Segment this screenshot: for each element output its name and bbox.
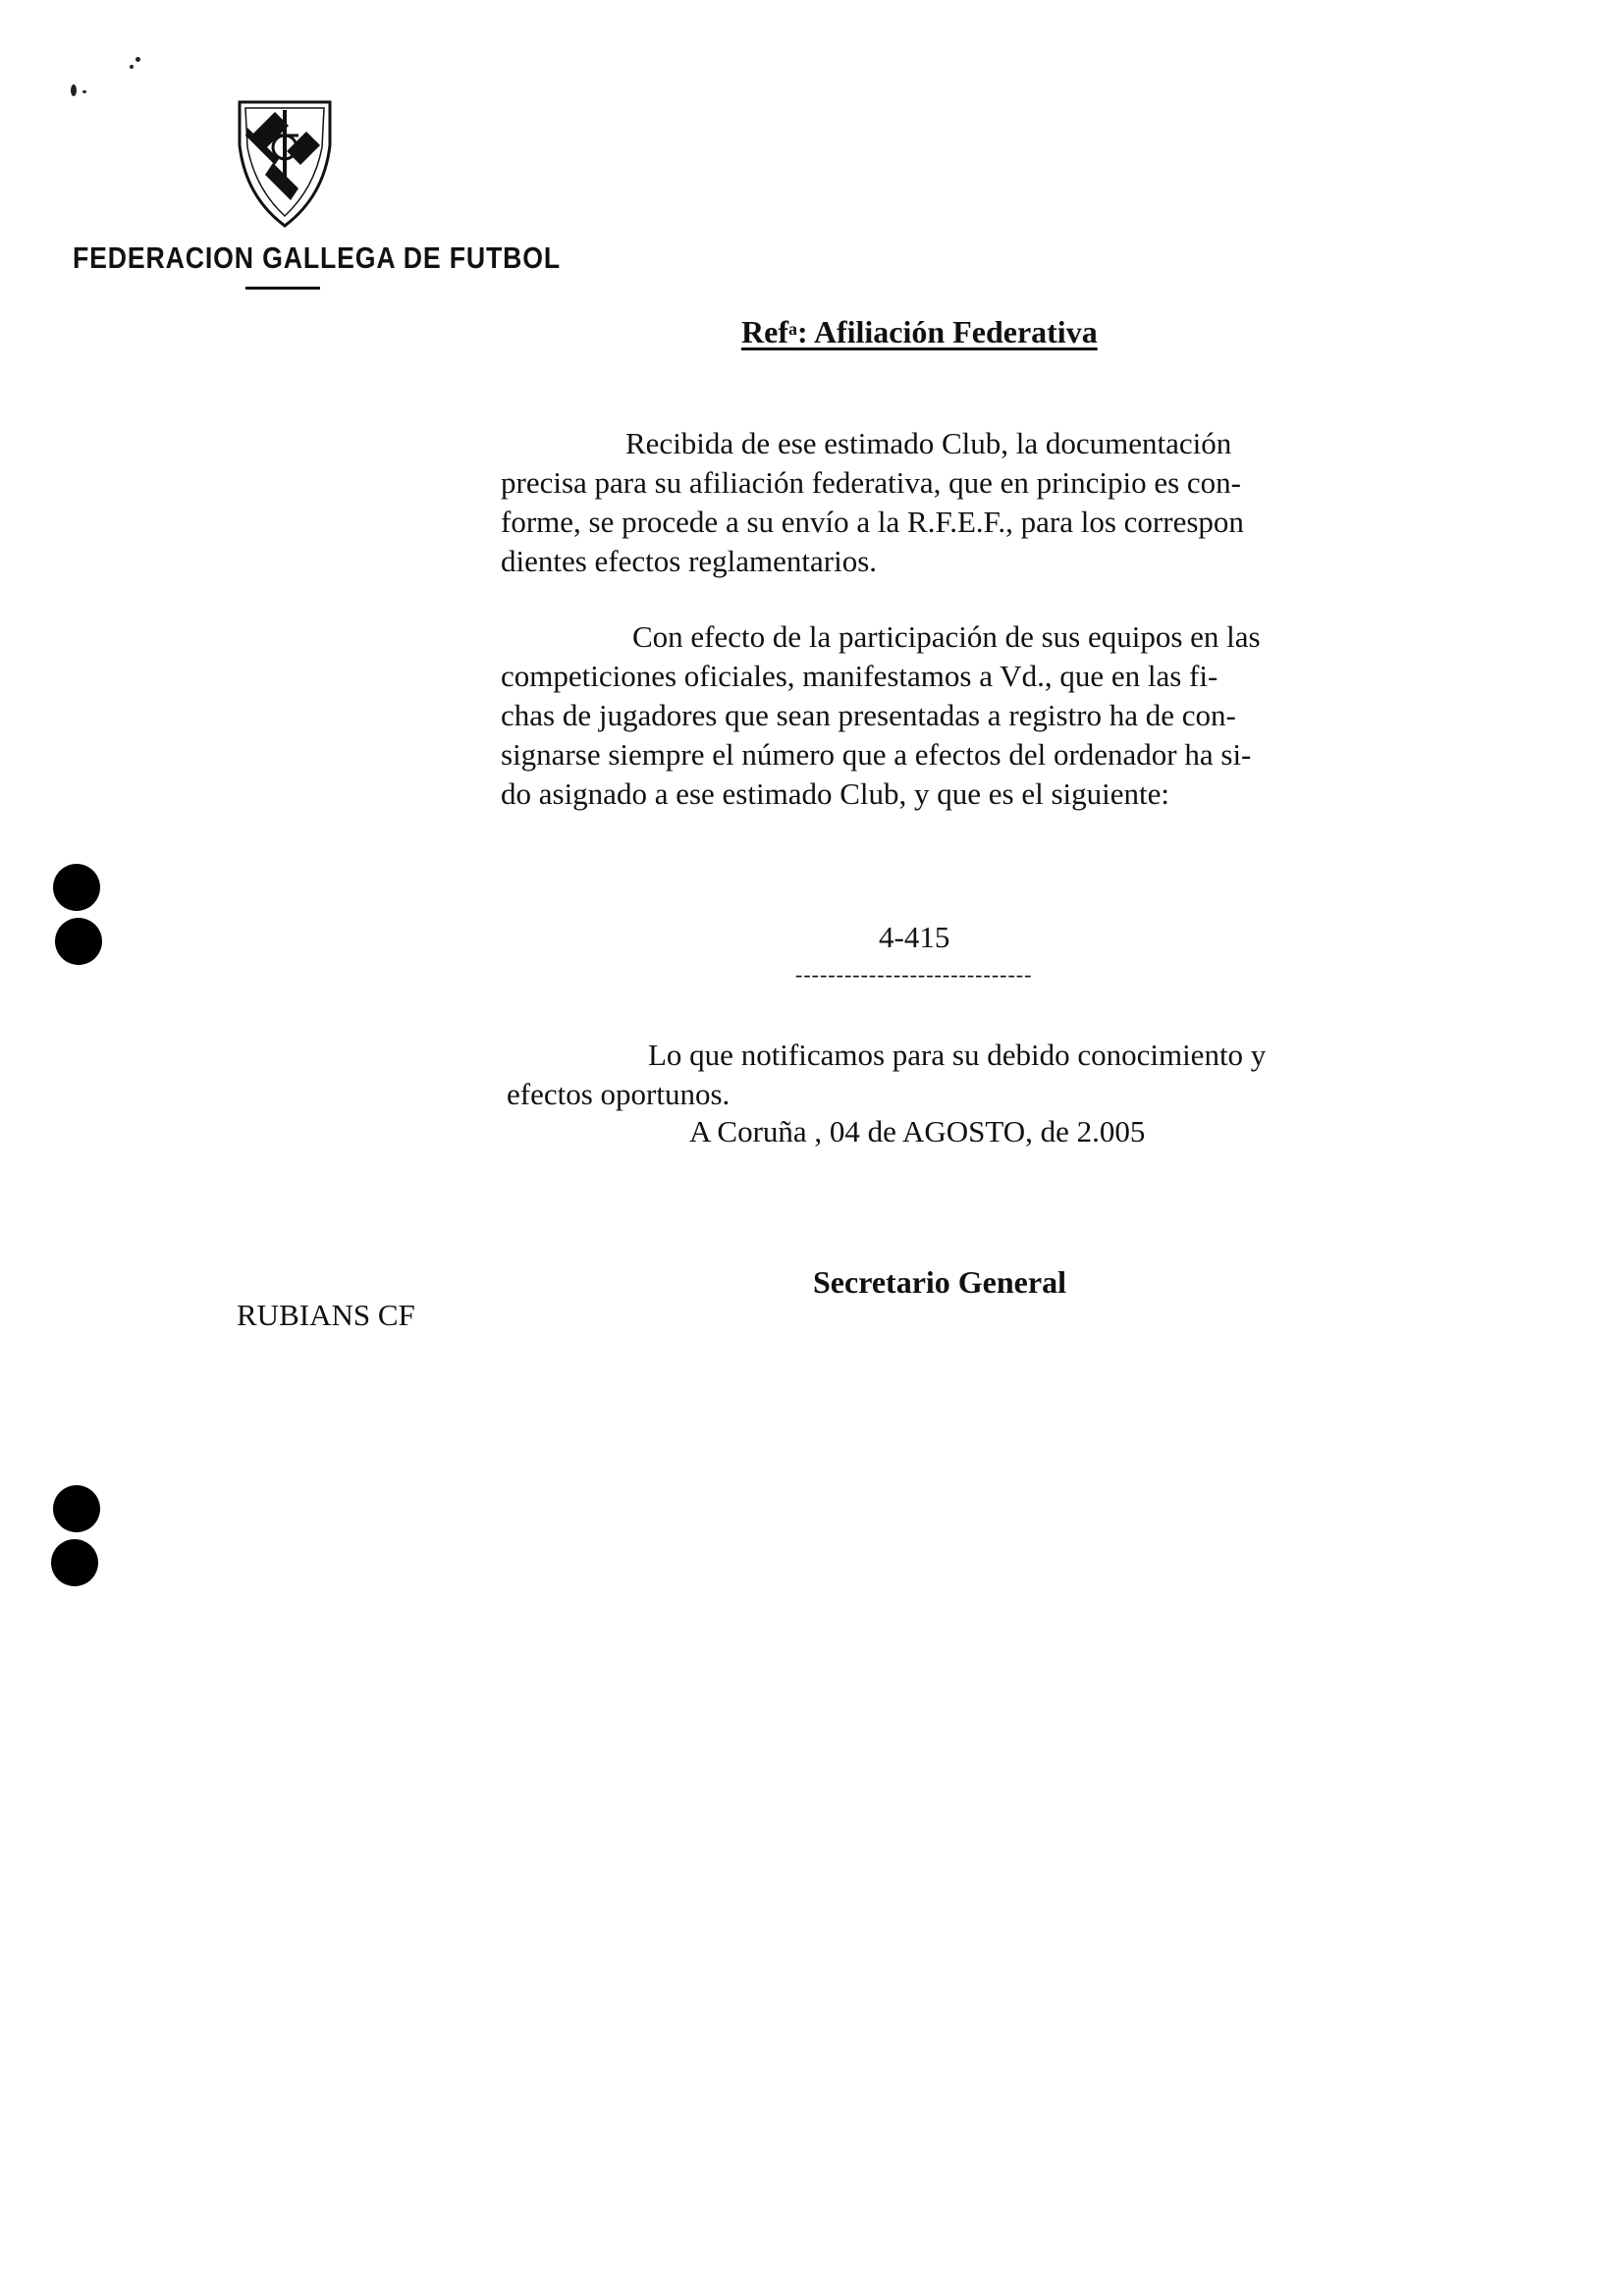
punch-hole [53, 864, 100, 911]
club-number: 4-415 [879, 920, 950, 954]
reference-suffix: a [787, 319, 797, 339]
place-date: A Coruña , 04 de AGOSTO, de 2.005 [689, 1114, 1146, 1148]
paragraph-1-line: precisa para su afiliación federativa, que en principio es con- [501, 465, 1241, 500]
recipient-club: RUBIANS CF [237, 1298, 415, 1332]
paragraph-2-line: Con efecto de la participación de sus equipos en las [632, 619, 1261, 654]
paragraph-1-line: dientes efectos reglamentarios. [501, 544, 878, 578]
reference-text: : Afiliación Federativa [796, 314, 1098, 349]
reference-prefix: Ref [741, 314, 788, 349]
scan-speck [135, 57, 140, 62]
paragraph-2-line: competiciones oficiales, manifestamos a Vd., que en las fi- [501, 659, 1218, 693]
organization-name: FEDERACION GALLEGA DE FUTBOL [73, 240, 562, 275]
paragraph-2-line: do asignado a ese estimado Club, y que es el siguiente: [501, 776, 1169, 811]
paragraph-1-line: forme, se procede a su envío a la R.F.E.F., para los correspon [501, 505, 1244, 539]
federation-crest-icon [236, 98, 334, 231]
paragraph-1-line: Recibida de ese estimado Club, la documentación [625, 426, 1232, 460]
club-number-underline: ----------------------------- [795, 962, 1033, 987]
scan-speck [130, 65, 134, 69]
punch-hole [51, 1539, 98, 1586]
letterhead-divider [245, 287, 320, 290]
paragraph-2-line: signarse siempre el número que a efectos del ordenador ha si- [501, 737, 1252, 772]
closing-line: efectos oportunos. [507, 1077, 731, 1111]
reference-heading [741, 314, 1098, 350]
scan-speck [71, 84, 77, 96]
punch-hole [55, 918, 102, 965]
scan-speck [82, 90, 86, 93]
closing-line: Lo que notificamos para su debido conocimiento y [648, 1038, 1267, 1072]
paragraph-2-line: chas de jugadores que sean presentadas a registro ha de con- [501, 698, 1236, 732]
punch-hole [53, 1485, 100, 1532]
signer-title: Secretario General [813, 1264, 1066, 1300]
